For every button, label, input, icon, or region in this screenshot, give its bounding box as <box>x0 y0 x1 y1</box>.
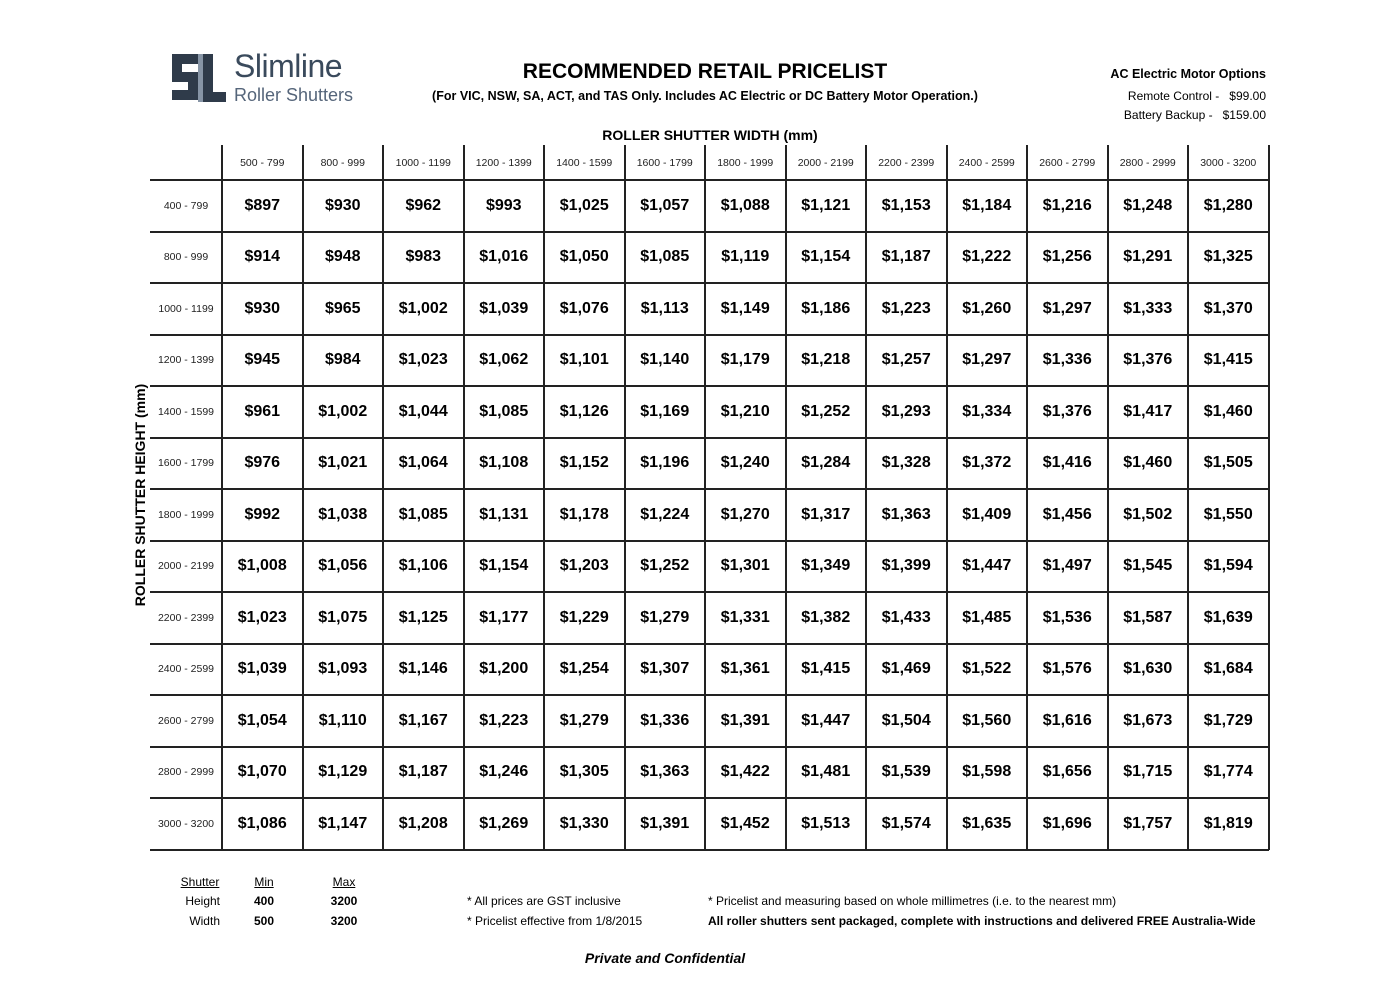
grid-line-vertical <box>946 145 948 850</box>
price-cell: $1,504 <box>881 711 931 729</box>
price-cell: $948 <box>324 248 361 266</box>
price-cell: $1,196 <box>640 454 690 472</box>
limits-width-max: 3200 <box>330 914 358 928</box>
price-cell: $961 <box>244 402 281 420</box>
price-cell: $1,576 <box>1042 660 1092 678</box>
grid-line-vertical <box>221 145 223 850</box>
grid-line-horizontal <box>150 797 1269 799</box>
row-header: 1400 - 1599 <box>157 405 215 418</box>
price-cell: $1,121 <box>801 196 851 214</box>
price-cell: $1,560 <box>962 711 1012 729</box>
grid-line-horizontal <box>150 540 1269 542</box>
price-cell: $1,391 <box>720 711 770 729</box>
price-cell: $1,598 <box>962 763 1012 781</box>
column-header: 1000 - 1199 <box>395 156 451 169</box>
price-cell: $1,447 <box>801 711 851 729</box>
price-cell: $1,469 <box>881 660 931 678</box>
price-cell: $1,293 <box>881 402 931 420</box>
column-header: 2400 - 2599 <box>958 156 1015 169</box>
motor-option-label: Battery Backup - <box>1123 108 1213 122</box>
price-cell: $1,256 <box>1042 248 1092 266</box>
column-header: 800 - 999 <box>320 156 365 169</box>
price-cell: $1,008 <box>237 557 287 575</box>
price-cell: $1,330 <box>559 814 609 832</box>
limits-height-label: Height <box>185 894 220 908</box>
price-cell: $1,050 <box>559 248 609 266</box>
price-cell: $1,331 <box>720 608 770 626</box>
price-cell: $1,279 <box>559 711 609 729</box>
grid-line-vertical <box>1026 145 1028 850</box>
grid-line-horizontal <box>150 643 1269 645</box>
price-cell: $1,372 <box>962 454 1012 472</box>
price-cell: $1,635 <box>962 814 1012 832</box>
limits-header-shutter: Shutter <box>180 875 220 889</box>
price-cell: $1,485 <box>962 608 1012 626</box>
price-cell: $1,119 <box>721 248 770 266</box>
grid-line-vertical <box>1107 145 1109 850</box>
price-cell: $1,208 <box>398 814 448 832</box>
price-cell: $1,254 <box>559 660 609 678</box>
price-cell: $1,056 <box>318 557 368 575</box>
motor-options-heading: AC Electric Motor Options <box>1110 67 1266 81</box>
row-header: 2400 - 2599 <box>157 663 215 676</box>
price-cell: $1,452 <box>720 814 770 832</box>
price-cell: $1,101 <box>559 351 609 369</box>
price-cell: $930 <box>324 196 361 214</box>
limits-height-max: 3200 <box>330 894 358 908</box>
note-effective-date: * Pricelist effective from 1/8/2015 <box>467 914 643 928</box>
price-cell: $993 <box>485 196 522 214</box>
price-cell: $1,325 <box>1203 248 1253 266</box>
price-cell: $1,279 <box>640 608 690 626</box>
price-cell: $1,039 <box>237 660 287 678</box>
price-cell: $1,715 <box>1123 763 1173 781</box>
row-header: 2200 - 2399 <box>157 611 215 624</box>
price-cell: $1,147 <box>318 814 368 832</box>
grid-line-vertical <box>1187 145 1189 850</box>
row-header: 3000 - 3200 <box>157 817 215 830</box>
column-header: 1400 - 1599 <box>556 156 613 169</box>
price-cell: $1,229 <box>559 608 609 626</box>
price-cell: $1,110 <box>318 711 367 729</box>
price-cell: $1,129 <box>318 763 368 781</box>
note-gst: * All prices are GST inclusive <box>467 894 621 908</box>
price-cell: $945 <box>244 351 281 369</box>
motor-option-remote <box>1060 89 1266 103</box>
price-cell: $1,153 <box>881 196 931 214</box>
price-cell: $1,113 <box>640 299 689 317</box>
price-cell: $992 <box>244 505 281 523</box>
price-cell: $1,187 <box>398 763 448 781</box>
price-cell: $1,363 <box>640 763 690 781</box>
price-cell: $1,044 <box>398 402 448 420</box>
price-cell: $1,336 <box>1042 351 1092 369</box>
price-cell: $1,085 <box>398 505 448 523</box>
price-cell: $914 <box>244 248 281 266</box>
price-cell: $1,630 <box>1123 660 1173 678</box>
price-cell: $1,545 <box>1123 557 1173 575</box>
price-cell: $1,216 <box>1042 196 1092 214</box>
price-cell: $1,334 <box>962 402 1012 420</box>
price-cell: $1,363 <box>881 505 931 523</box>
price-cell: $1,085 <box>640 248 690 266</box>
price-cell: $1,460 <box>1123 454 1173 472</box>
price-cell: $1,002 <box>318 402 368 420</box>
grid-line-horizontal <box>150 488 1269 490</box>
price-cell: $1,149 <box>720 299 770 317</box>
price-cell: $1,203 <box>559 557 609 575</box>
row-header: 1200 - 1399 <box>157 354 215 367</box>
limits-width-min: 500 <box>253 914 275 928</box>
price-cell: $1,433 <box>881 608 931 626</box>
grid-line-horizontal <box>150 231 1269 233</box>
price-cell: $1,260 <box>962 299 1012 317</box>
price-cell: $1,218 <box>801 351 851 369</box>
price-cell: $1,616 <box>1042 711 1092 729</box>
price-cell: $1,177 <box>479 608 529 626</box>
limits-height-min: 400 <box>253 894 275 908</box>
price-cell: $1,108 <box>479 454 529 472</box>
price-cell: $1,025 <box>559 196 609 214</box>
price-cell: $1,291 <box>1123 248 1173 266</box>
price-cell: $1,021 <box>318 454 368 472</box>
price-cell: $1,399 <box>881 557 931 575</box>
price-cell: $1,280 <box>1203 196 1253 214</box>
grid-line-horizontal <box>150 746 1269 748</box>
grid-line-horizontal <box>150 694 1269 696</box>
price-cell: $1,054 <box>237 711 287 729</box>
price-cell: $1,539 <box>881 763 931 781</box>
price-cell: $1,301 <box>720 557 770 575</box>
logo-sl-icon <box>168 52 228 104</box>
column-header: 500 - 799 <box>240 156 285 169</box>
price-cell: $1,075 <box>318 608 368 626</box>
price-cell: $1,039 <box>479 299 529 317</box>
price-cell: $1,370 <box>1203 299 1253 317</box>
price-cell: $1,062 <box>479 351 529 369</box>
price-cell: $1,222 <box>962 248 1012 266</box>
price-cell: $1,656 <box>1042 763 1092 781</box>
price-cell: $1,333 <box>1123 299 1173 317</box>
price-cell: $1,252 <box>801 402 851 420</box>
price-cell: $1,376 <box>1042 402 1092 420</box>
price-cell: $1,246 <box>479 763 529 781</box>
price-cell: $1,223 <box>881 299 931 317</box>
column-header: 1800 - 1999 <box>717 156 774 169</box>
price-cell: $1,210 <box>720 402 770 420</box>
price-cell: $1,240 <box>720 454 770 472</box>
row-header: 1800 - 1999 <box>157 508 215 521</box>
price-cell: $1,594 <box>1203 557 1253 575</box>
motor-option-price: $99.00 <box>1229 89 1266 103</box>
price-cell: $1,146 <box>398 660 448 678</box>
row-header: 2800 - 2999 <box>157 766 215 779</box>
column-header: 2800 - 2999 <box>1119 156 1176 169</box>
column-header: 2600 - 2799 <box>1039 156 1096 169</box>
column-header: 2000 - 2199 <box>797 156 854 169</box>
price-cell: $1,497 <box>1042 557 1092 575</box>
price-cell: $1,131 <box>479 505 529 523</box>
price-cell: $1,186 <box>801 299 851 317</box>
price-cell: $1,070 <box>237 763 287 781</box>
price-cell: $1,550 <box>1203 505 1253 523</box>
price-cell: $1,447 <box>962 557 1012 575</box>
price-cell: $1,574 <box>881 814 931 832</box>
price-cell: $1,023 <box>237 608 287 626</box>
price-cell: $897 <box>244 196 281 214</box>
price-cell: $1,076 <box>559 299 609 317</box>
brand-name: Slimline <box>234 48 343 84</box>
price-cell: $1,696 <box>1042 814 1092 832</box>
price-cell: $1,349 <box>801 557 851 575</box>
price-cell: $1,088 <box>720 196 770 214</box>
price-cell: $1,179 <box>720 351 770 369</box>
price-cell: $1,416 <box>1042 454 1092 472</box>
price-cell: $1,415 <box>801 660 851 678</box>
confidential-notice: Private and Confidential <box>584 950 746 966</box>
column-header: 2200 - 2399 <box>878 156 935 169</box>
price-cell: $1,819 <box>1203 814 1253 832</box>
price-cell: $1,305 <box>559 763 609 781</box>
price-cell: $1,023 <box>398 351 448 369</box>
price-cell: $1,184 <box>962 196 1012 214</box>
page-title: RECOMMENDED RETAIL PRICELIST <box>522 60 888 83</box>
price-table <box>150 145 1270 851</box>
grid-line-horizontal <box>150 179 1269 181</box>
grid-line-horizontal <box>150 591 1269 593</box>
price-cell: $1,057 <box>640 196 690 214</box>
column-header: 1600 - 1799 <box>636 156 693 169</box>
price-cell: $1,415 <box>1203 351 1253 369</box>
price-cell: $1,154 <box>801 248 851 266</box>
price-cell: $1,513 <box>801 814 851 832</box>
price-cell: $1,187 <box>881 248 931 266</box>
price-cell: $1,169 <box>640 402 690 420</box>
note-delivery: All roller shutters sent packaged, complete with instructions and delivered FREE Australia-Wide <box>708 914 1256 928</box>
price-cell: $1,336 <box>640 711 690 729</box>
price-cell: $1,729 <box>1203 711 1253 729</box>
price-cell: $983 <box>405 248 442 266</box>
price-cell: $1,140 <box>640 351 690 369</box>
grid-line-horizontal <box>150 437 1269 439</box>
grid-line-vertical <box>785 145 787 850</box>
price-cell: $1,016 <box>479 248 529 266</box>
price-cell: $1,154 <box>479 557 529 575</box>
price-cell: $1,126 <box>559 402 609 420</box>
grid-line-vertical <box>1268 145 1270 850</box>
grid-line-vertical <box>463 145 465 850</box>
row-header: 1600 - 1799 <box>157 457 215 470</box>
motor-option-label: Remote Control - <box>1127 89 1220 103</box>
price-cell: $1,417 <box>1123 402 1173 420</box>
price-cell: $1,257 <box>881 351 931 369</box>
grid-line-vertical <box>704 145 706 850</box>
price-cell: $1,460 <box>1203 402 1253 420</box>
grid-line-horizontal <box>150 849 1269 851</box>
price-cell: $1,178 <box>559 505 609 523</box>
grid-line-vertical <box>865 145 867 850</box>
row-header: 1000 - 1199 <box>158 302 214 315</box>
price-cell: $1,361 <box>720 660 770 678</box>
page-subtitle: (For VIC, NSW, SA, ACT, and TAS Only. Includes AC Electric or DC Battery Motor Operation.) <box>432 89 978 103</box>
height-axis-heading: ROLLER SHUTTER HEIGHT (mm) <box>132 383 148 607</box>
price-cell: $1,376 <box>1123 351 1173 369</box>
price-cell: $1,200 <box>479 660 529 678</box>
price-cell: $1,248 <box>1123 196 1173 214</box>
price-cell: $1,422 <box>720 763 770 781</box>
price-cell: $1,684 <box>1203 660 1253 678</box>
price-cell: $1,252 <box>640 557 690 575</box>
price-cell: $1,152 <box>559 454 609 472</box>
motor-option-price: $159.00 <box>1222 108 1266 122</box>
price-cell: $1,382 <box>801 608 851 626</box>
price-cell: $1,224 <box>640 505 690 523</box>
price-cell: $984 <box>324 351 361 369</box>
price-cell: $1,086 <box>237 814 287 832</box>
price-cell: $962 <box>405 196 442 214</box>
price-cell: $1,284 <box>801 454 851 472</box>
price-cell: $1,064 <box>398 454 448 472</box>
price-cell: $1,587 <box>1123 608 1173 626</box>
price-cell: $1,481 <box>801 763 851 781</box>
price-cell: $1,106 <box>398 557 448 575</box>
price-cell: $930 <box>244 299 281 317</box>
brand-subtitle: Roller Shutters <box>234 85 354 105</box>
column-header: 3000 - 3200 <box>1200 156 1257 169</box>
row-header: 2600 - 2799 <box>157 714 215 727</box>
row-header: 2000 - 2199 <box>157 560 215 573</box>
price-cell: $1,167 <box>398 711 448 729</box>
limits-header-min: Min <box>254 875 274 889</box>
price-cell: $1,270 <box>720 505 770 523</box>
logo-mark <box>168 52 228 104</box>
price-cell: $1,673 <box>1123 711 1173 729</box>
note-measuring: * Pricelist and measuring based on whole millimetres (i.e. to the nearest mm) <box>708 894 1117 908</box>
price-cell: $1,317 <box>801 505 851 523</box>
grid-line-horizontal <box>150 385 1269 387</box>
column-header: 1200 - 1399 <box>475 156 532 169</box>
motor-option-battery <box>1060 108 1266 122</box>
price-cell: $1,328 <box>881 454 931 472</box>
price-cell: $1,125 <box>398 608 448 626</box>
grid-line-vertical <box>382 145 384 850</box>
price-cell: $1,456 <box>1042 505 1092 523</box>
row-header: 800 - 999 <box>163 251 209 264</box>
price-cell: $1,774 <box>1203 763 1253 781</box>
limits-width-label: Width <box>189 914 220 928</box>
row-header: 400 - 799 <box>163 199 209 212</box>
price-cell: $1,505 <box>1203 454 1253 472</box>
price-cell: $1,085 <box>479 402 529 420</box>
price-cell: $1,002 <box>398 299 448 317</box>
grid-line-horizontal <box>150 282 1269 284</box>
price-cell: $1,536 <box>1042 608 1092 626</box>
grid-line-horizontal <box>150 334 1269 336</box>
price-cell: $1,757 <box>1123 814 1173 832</box>
price-cell: $1,093 <box>318 660 368 678</box>
price-cell: $1,639 <box>1203 608 1253 626</box>
limits-header-max: Max <box>332 875 356 889</box>
grid-line-vertical <box>624 145 626 850</box>
price-cell: $1,409 <box>962 505 1012 523</box>
price-cell: $965 <box>324 299 361 317</box>
price-cell: $1,223 <box>479 711 529 729</box>
price-cell: $1,502 <box>1123 505 1173 523</box>
width-axis-heading: ROLLER SHUTTER WIDTH (mm) <box>602 127 818 143</box>
price-cell: $1,269 <box>479 814 529 832</box>
price-cell: $1,297 <box>1042 299 1092 317</box>
grid-line-vertical <box>543 145 545 850</box>
price-cell: $1,038 <box>318 505 368 523</box>
price-cell: $1,307 <box>640 660 690 678</box>
price-cell: $976 <box>244 454 281 472</box>
price-cell: $1,391 <box>640 814 690 832</box>
price-cell: $1,522 <box>962 660 1012 678</box>
grid-line-vertical <box>302 145 304 850</box>
price-cell: $1,297 <box>962 351 1012 369</box>
